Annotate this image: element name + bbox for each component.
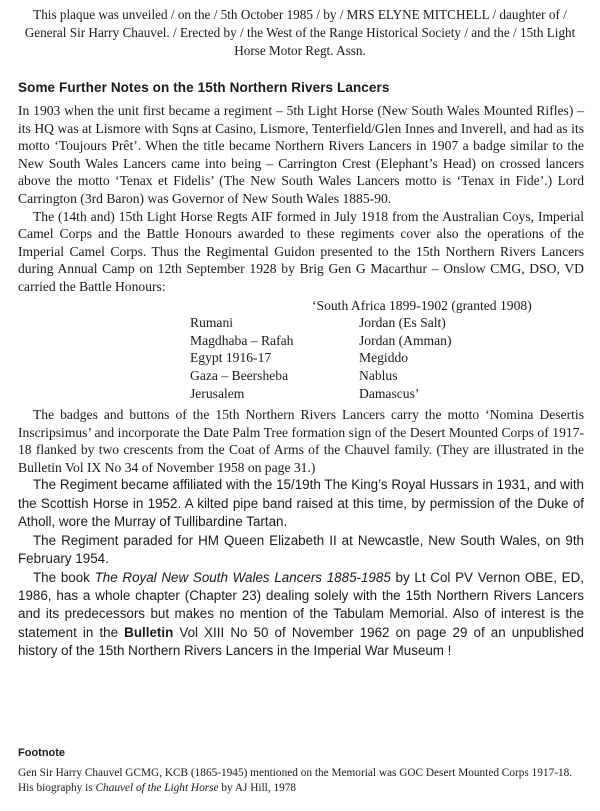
honours-row [190,385,452,403]
honour-left: Gaza – Beersheba [190,367,289,383]
book-title: The Royal New South Wales Lancers 1885-1985 [94,569,391,585]
book-lead: The book [33,569,95,585]
section-heading: Some Further Notes on the 15th Northern Rivers Lancers [18,80,390,95]
honour-right: Damascus’ [359,385,420,401]
bulletin-name: Bulletin [124,624,174,640]
honours-row [190,349,452,367]
honour-south-africa: ‘South Africa 1899-1902 (granted 1908) [312,297,532,313]
paragraph-light-horse: The (14th and) 15th Light Horse Regts AIF formed in July 1918 from the Australian Coys, Imperial Camel Corps and the Battle Honours awarded to these regiments cover also the operations of the Imperial Camel Corps. Thus the Regimental Guidon presented to the 15th Northern Rivers Lancers during Annual Camp on 12th September 1928 by Brig Gen G Macarthur – Onslow CMG, DSO, VD carried the Battle Honours: [18,208,584,294]
plaque-inscription: This plaque was unveiled / on the / 5th October 1985 / by / MRS ELYNE MITCHELL / daughter of / General Sir Harry Chauvel. / Erected by / the West of the Range Historical Society / and the / 15th Light Horse Motor Regt. Assn. [24,7,576,58]
footnote-book-title: Chauvel of the Light Horse [95,782,219,794]
footnote-text [18,766,584,796]
paragraph-parade: The Regiment paraded for HM Queen Elizabeth II at Newcastle, New South Wales, on 9th February 1954. [18,532,584,567]
book-middle: by Lt Col PV Vernon OBE, ED, 1986, has a whole chapter (Chapter 23) dealing solely with the 15th Northern Rivers Lancers and its predecessors but makes no mention of the Tabulam Memorial. Also of interest is the statement in the [18,569,584,640]
honour-right: Jordan (Amman) [359,332,452,348]
footnote-label: Footnote [18,747,66,759]
battle-honours-list [18,297,584,403]
sans-section [18,476,584,660]
footnote-end: by AJ Hill, 1978 [218,782,297,794]
honours-row [190,314,452,332]
honour-left: Rumani [190,315,234,331]
paragraph-regiment-history: In 1903 when the unit first became a regiment – 5th Light Horse (New South Wales Mounted Rifles) – its HQ was at Lismore with Sqns at Casino, Lismore, Tenterfield/Glen Innes and Inverell, and had as its motto ‘Toujours Prêt’. When the title became Northern Rivers Lancers in 1907 a badge similar to the New South Wales Lancers came into being – Carrington Crest (Elephant’s Head) on crossed lancers above the motto ‘Tenax et Fidelis’ (The New South Wales Lancers motto is ‘Tenax in Fide’.) Lord Carrington (3rd Baron) was Governor of New South Wales 1885-90. [18,103,584,206]
honour-right: Nablus [359,367,398,383]
paragraph-book [18,569,584,661]
honours-row [190,367,452,385]
honour-right: Jordan (Es Salt) [359,315,446,331]
honours-row [190,332,452,350]
book-end: Vol XIII No 50 of November 1962 on page 29 of an unpublished history of the 15th Northern Rivers Lancers in the Imperial War Museum ! [18,624,585,659]
paragraph-badges: The badges and buttons of the 15th Northern Rivers Lancers carry the motto ‘Nomina Desertis Inscripsimus’ and incorporate the Date Palm Tree formation sign of the Desert Mounted Corps of 1917-18 flanked by two crescents from the Coat of Arms of the Chauvel family. (They are illustrated in the Bulletin Vol IX No 34 of November 1958 on page 31.) [18,407,584,475]
footnote-lead: Gen Sir Harry Chauvel GCMG, KCB (1865-1945) mentioned on the Memorial was GOC Desert Mounted Corps 1917-18. His biography is [18,767,573,794]
honour-left: Magdhaba – Rafah [190,332,294,348]
paragraph-affiliation: The Regiment became affiliated with the 15/19th The King’s Royal Hussars in 1931, and with the Scottish Horse in 1952. A kilted pipe band raised at this time, by permission of the Duke of Atholl, wore the Murray of Tullibardine Tartan. [18,477,584,530]
honour-right: Megiddo [359,350,409,366]
body-text [18,102,584,661]
honour-left: Jerusalem [190,385,245,401]
honours-table [190,314,452,402]
honour-left: Egypt 1916-17 [190,350,272,366]
